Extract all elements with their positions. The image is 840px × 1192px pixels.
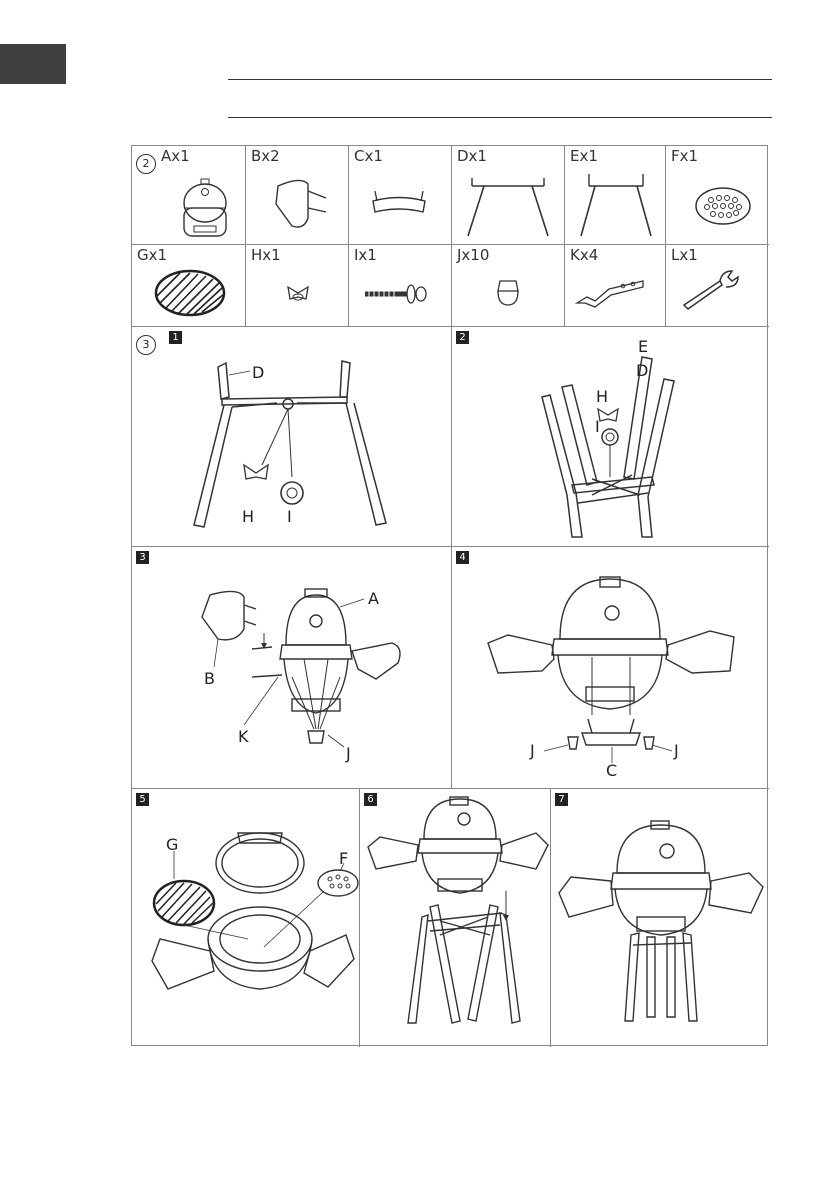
completed-grill-illustration <box>551 789 769 1047</box>
header-rule-top <box>228 79 772 80</box>
callout-label: C <box>606 761 618 780</box>
grate-insertion-illustration <box>132 789 360 1047</box>
handle-mounting-illustration <box>452 547 769 789</box>
stand-assembled-illustration <box>452 327 769 547</box>
callout-label: F <box>339 849 349 868</box>
step-number: 5 <box>136 793 149 806</box>
part-label: Bx2 <box>251 147 280 165</box>
part-label: Ex1 <box>570 147 598 165</box>
callout-label: I <box>595 417 600 436</box>
part-cell-f <box>666 146 769 245</box>
grill-body-icon <box>132 146 246 245</box>
part-label: Hx1 <box>251 246 281 264</box>
part-cell-l <box>666 245 769 327</box>
callout-label: J <box>674 741 679 760</box>
callout-label: H <box>596 387 609 406</box>
language-tab <box>0 44 66 84</box>
part-label: Ix1 <box>354 246 377 264</box>
callout-label: J <box>530 741 535 760</box>
part-cell-g <box>132 245 246 327</box>
step-2-panel <box>452 327 769 547</box>
part-label: Cx1 <box>354 147 383 165</box>
callout-label: J <box>346 744 351 763</box>
step-3-panel <box>132 547 452 789</box>
callout-label: B <box>204 669 215 688</box>
stand-placement-illustration <box>360 789 551 1047</box>
part-label: Kx4 <box>570 246 599 264</box>
part-cell-e <box>565 146 666 245</box>
step-number: 4 <box>456 551 469 564</box>
side-shelf-icon <box>246 146 349 245</box>
step-number: 2 <box>456 331 469 344</box>
handle-bracket-icon <box>349 146 452 245</box>
callout-label: D <box>636 361 649 380</box>
step-number: 3 <box>136 551 149 564</box>
callout-label: E <box>638 337 649 356</box>
step-7-panel <box>551 789 769 1047</box>
part-cell-a <box>132 146 246 245</box>
wing-nut-icon <box>246 245 349 327</box>
section-marker-assembly: 3 <box>136 335 156 355</box>
step-number: 1 <box>169 331 182 344</box>
step-number: 6 <box>364 793 377 806</box>
cooking-grid-icon <box>132 245 246 327</box>
cap-nut-icon <box>452 245 565 327</box>
part-cell-i <box>349 245 452 327</box>
stand-leg-icon <box>565 146 666 245</box>
shelf-mounting-illustration <box>132 547 452 789</box>
part-label: Dx1 <box>457 147 487 165</box>
callout-label: G <box>166 835 179 854</box>
shelf-bracket-icon <box>565 245 666 327</box>
assembly-instructions-frame <box>131 145 768 1046</box>
part-label: Ax1 <box>161 147 190 165</box>
part-cell-d <box>452 146 565 245</box>
part-label: Fx1 <box>671 147 699 165</box>
wrench-icon <box>666 245 769 327</box>
step-number: 7 <box>555 793 568 806</box>
step-6-panel <box>360 789 551 1047</box>
part-cell-h <box>246 245 349 327</box>
part-cell-c <box>349 146 452 245</box>
part-cell-j <box>452 245 565 327</box>
part-label: Jx10 <box>457 246 490 264</box>
callout-label: D <box>252 363 265 382</box>
callout-label: H <box>242 507 255 526</box>
part-cell-b <box>246 146 349 245</box>
part-label: Lx1 <box>671 246 698 264</box>
step-1-panel <box>132 327 452 547</box>
callout-label: K <box>238 727 249 746</box>
stand-frame-illustration <box>132 327 452 547</box>
step-5-panel <box>132 789 360 1047</box>
callout-label: A <box>368 589 379 608</box>
charcoal-grate-icon <box>666 146 769 245</box>
step-4-panel <box>452 547 769 789</box>
header-rule-bottom <box>228 117 772 118</box>
section-marker-parts: 2 <box>136 154 156 174</box>
part-cell-k <box>565 245 666 327</box>
bolt-icon <box>349 245 452 327</box>
callout-label: I <box>287 507 292 526</box>
part-label: Gx1 <box>137 246 168 264</box>
stand-leg-icon <box>452 146 565 245</box>
